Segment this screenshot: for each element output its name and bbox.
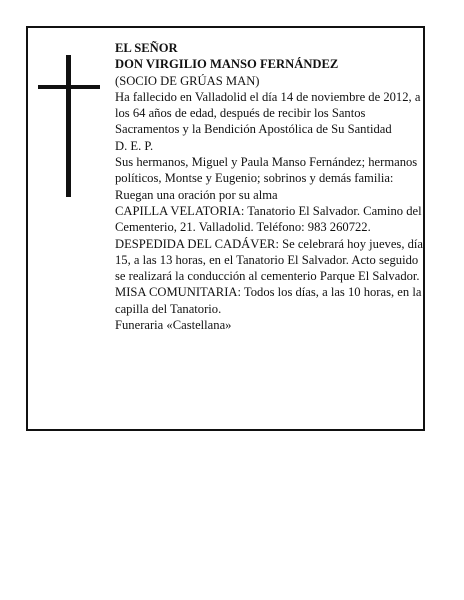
obituary-notice — [26, 26, 425, 431]
obituary-text — [115, 40, 425, 333]
affiliation: (SOCIO DE GRÚAS MAN) — [115, 73, 260, 88]
chapel-info: CAPILLA VELATORIA: Tanatorio El Salvador. Camino del Cementerio, 21. Valladolid. Teléfono: 983 260722. — [115, 203, 422, 235]
funeral-home: Funeraria «Castellana» — [115, 318, 232, 333]
death-notice: Ha fallecido en Valladolid el día 14 de noviembre de 2012, a los 64 años de edad, después de recibir los Santos Sacramentos y la Bendición Apostólica de Su Santidad — [115, 89, 421, 137]
deceased-name: DON VIRGILIO MANSO FERNÁNDEZ — [115, 57, 339, 72]
family-paragraph: Sus hermanos, Miguel y Paula Manso Fernández; hermanos políticos, Montse y Eugenio; sobrinos y demás familia: — [115, 155, 418, 186]
mass-info: MISA COMUNITARIA: Todos los días, a las 10 horas, en la capilla del Tanatorio. — [115, 285, 422, 316]
prayer-line: Ruegan una oración por su alma — [115, 187, 278, 202]
cross-icon — [38, 55, 100, 197]
title-line: EL SEÑOR — [115, 41, 178, 55]
dep: D. E. P. — [115, 138, 154, 153]
farewell-info: DESPEDIDA DEL CADÁVER: Se celebrará hoy jueves, día 15, a las 13 horas, en el Tanatorio El Salvador. Acto seguido se realizará la conducción al cementerio Parque El Salvador. — [115, 236, 424, 284]
